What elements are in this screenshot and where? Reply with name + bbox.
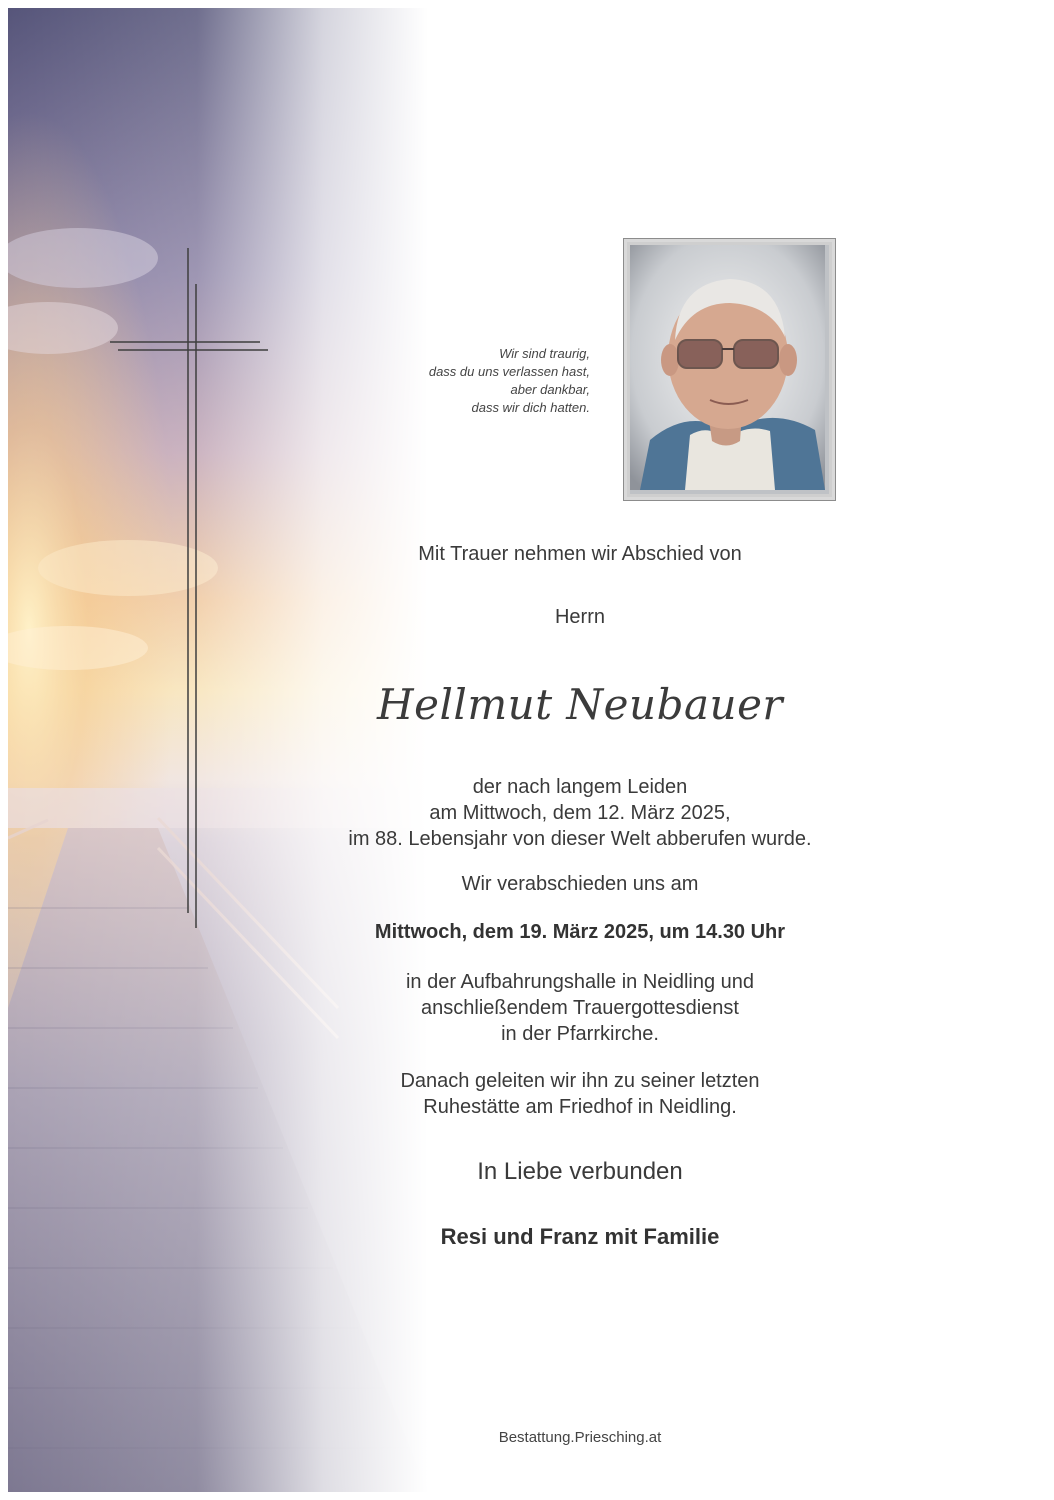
after-line: Danach geleiten wir ihn zu seiner letzten (400, 1070, 760, 1092)
website-link[interactable]: Bestattung.Priesching.at (498, 1429, 662, 1446)
farewell-text: Wir verabschieden uns am (461, 873, 699, 895)
quote-line: Wir sind traurig, (499, 346, 590, 361)
portrait-frame (623, 238, 836, 501)
memorial-quote (330, 345, 590, 417)
location-line: anschließendem Trauergottesdienst (421, 997, 739, 1019)
service-location (300, 969, 860, 1047)
quote-line: dass wir dich hatten. (471, 400, 590, 415)
details-line: im 88. Lebensjahr von dieser Welt abberufen wurde. (348, 828, 812, 850)
quote-line: aber dankbar, (510, 382, 590, 397)
mourners: Resi und Franz mit Familie (440, 1224, 720, 1249)
details-line: am Mittwoch, dem 12. März 2025, (429, 802, 731, 824)
service-date: Mittwoch, dem 19. März 2025, um 14.30 Uhr (374, 921, 786, 943)
cross-icon (110, 248, 280, 928)
location-line: in der Pfarrkirche. (501, 1023, 659, 1045)
quote-line: dass du uns verlassen hast, (428, 364, 590, 379)
salutation: Herrn (554, 606, 605, 628)
death-details (300, 774, 860, 852)
closing-text: In Liebe verbunden (477, 1158, 683, 1185)
burial-text (300, 1068, 860, 1120)
after-line: Ruhestätte am Friedhof in Neidling. (423, 1096, 737, 1118)
deceased-name: Hellmut Neubauer (376, 680, 783, 729)
details-line: der nach langem Leiden (472, 776, 688, 798)
intro-text: Mit Trauer nehmen wir Abschied von (418, 543, 742, 565)
portrait-photo (627, 242, 832, 497)
location-line: in der Aufbahrungshalle in Neidling und (405, 971, 755, 993)
